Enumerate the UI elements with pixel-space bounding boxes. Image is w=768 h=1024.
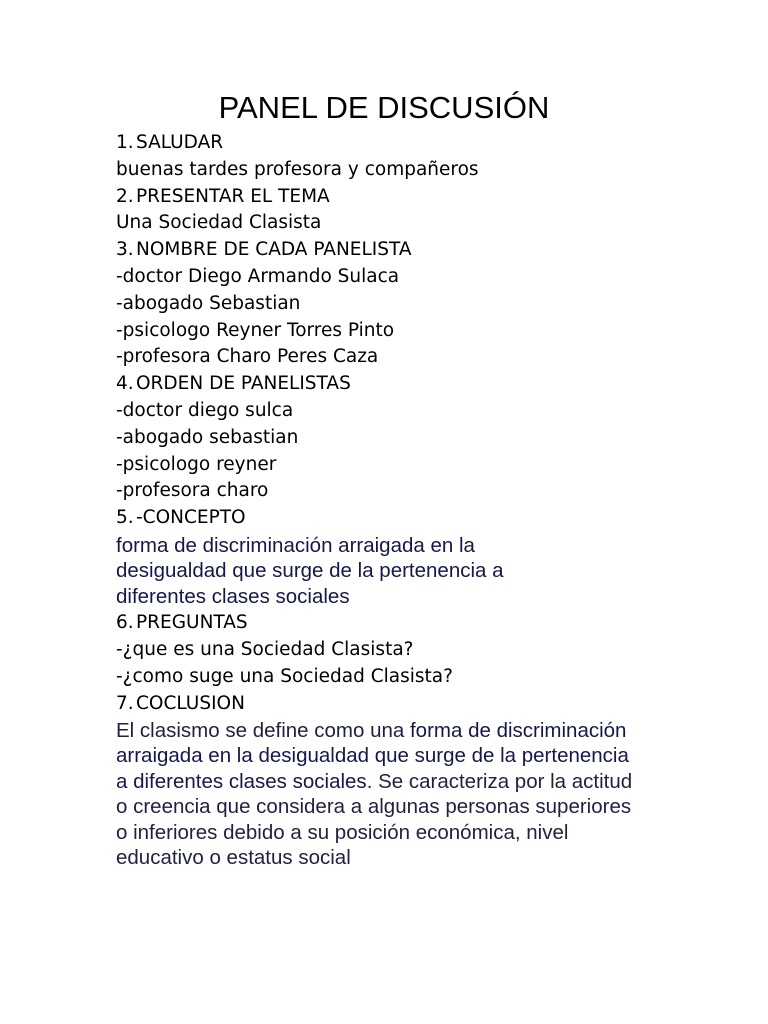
list-item: -profesora Charo Peres Caza <box>116 346 379 368</box>
section-heading-preguntas <box>116 610 636 637</box>
concept-paragraph: forma de discriminación arraigada en la desigualdad que surge de la pertenencia a diferentes clases sociales <box>116 533 504 608</box>
section-heading-text: ORDEN DE PANELISTAS <box>136 373 351 395</box>
list-item: -doctor diego sulca <box>116 399 294 421</box>
list-item: -abogado sebastian <box>116 426 299 448</box>
section-heading-text: PREGUNTAS <box>136 612 248 634</box>
section-heading-text: PRESENTAR EL TEMA <box>136 185 330 207</box>
list-item: -psicologo Reyner Torres Pinto <box>116 319 395 341</box>
section-heading-text: -CONCEPTO <box>136 507 246 529</box>
section-heading-text: SALUDAR <box>136 132 224 153</box>
section-heading-text: NOMBRE DE CADA PANELISTA <box>136 239 412 261</box>
section-number: 2. <box>116 185 134 207</box>
section-heading-concepto <box>116 505 636 532</box>
section-number: 4. <box>116 373 134 395</box>
section-number: 1. <box>116 132 134 153</box>
conclusion-intro: El clasismo se define como una <box>116 718 410 742</box>
list-item: Una Sociedad Clasista <box>116 212 322 234</box>
list-item: -abogado Sebastian <box>116 292 301 314</box>
section-heading-tema <box>116 184 636 211</box>
list-item: buenas tardes profesora y compañeros <box>116 158 479 180</box>
conclusion-paragraph <box>116 718 636 871</box>
list-item: -¿que es una Sociedad Clasista? <box>116 639 414 661</box>
section-heading-saludar <box>116 130 636 157</box>
section-heading-orden <box>116 371 636 398</box>
list-item: -doctor Diego Armando Sulaca <box>116 265 400 287</box>
list-item: -psicologo reyner <box>116 453 277 475</box>
section-heading-conclusion <box>116 691 636 718</box>
conclusion-highlight: forma de discriminación arraigada en la desigualdad que surge de la pertenencia a diferentes clases sociales <box>116 718 629 793</box>
page-title: PANEL DE DISCUSIÓN <box>218 90 550 125</box>
conclusion-rest: . Se caracteriza por la actitud o creencia que considera a algunas personas superiores o inferiores debido a su posición económica, nivel educativo o estatus social <box>116 769 633 870</box>
section-number: 7. <box>116 692 134 714</box>
section-number: 3. <box>116 239 134 261</box>
section-number: 6. <box>116 612 134 634</box>
document-body <box>116 130 636 871</box>
section-heading-panelistas <box>116 237 636 264</box>
section-heading-text: COCLUSION <box>136 692 245 714</box>
list-item: -profesora charo <box>116 480 269 502</box>
section-number: 5. <box>116 507 134 529</box>
list-item: -¿como suge una Sociedad Clasista? <box>116 666 453 688</box>
